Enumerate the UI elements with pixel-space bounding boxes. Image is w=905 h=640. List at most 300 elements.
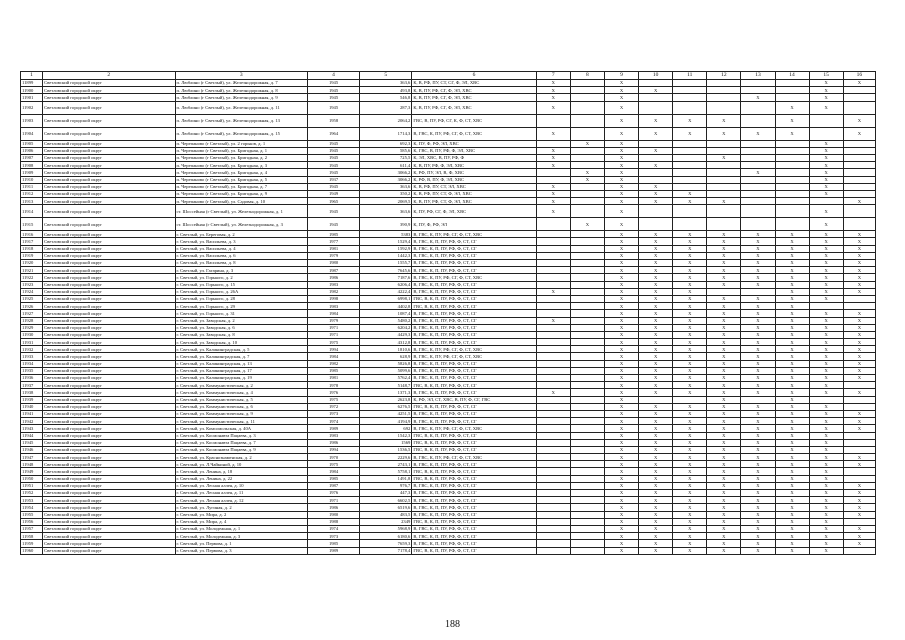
mark-cell-col-16: X [843, 375, 875, 382]
table-row [21, 439, 876, 446]
area-cell: 4402,8 [360, 303, 412, 310]
table-row [21, 245, 876, 252]
mark-cell-col-13: X [741, 127, 775, 140]
row-number: 11945 [21, 439, 43, 446]
works-cell: ГВС, В, К, П, ПУ, РФ, Ф, СТ, СГ [412, 547, 536, 554]
mark-cell-col-15: X [809, 353, 843, 360]
mark-cell-col-15: X [809, 169, 843, 176]
area-cell: 390,9 [360, 218, 412, 231]
mark-cell-col-12: X [707, 482, 741, 489]
mark-cell-col-9: X [604, 231, 638, 238]
mark-cell-col-7 [536, 497, 570, 504]
table-row [21, 205, 876, 218]
mark-cell-col-15 [809, 127, 843, 140]
mark-cell-col-15: X [809, 190, 843, 197]
works-cell: К, В, РФ, ПУ, СТ, СГ, Ф, ЭЛ, ХВС [412, 80, 536, 87]
mark-cell-col-9: X [604, 218, 638, 231]
works-cell: В, ГВС, К, ПУ, РФ, СГ, Ф, СТ, ХВС [412, 346, 536, 353]
mark-cell-col-7: X [536, 183, 570, 190]
district-cell: Светловский городской округ [43, 218, 175, 231]
district-cell: Светловский городской округ [43, 382, 175, 389]
district-cell: Светловский городской округ [43, 94, 175, 101]
district-cell: Светловский городской округ [43, 403, 175, 410]
mark-cell-col-14: X [775, 425, 809, 432]
area-cell: 692,3 [360, 140, 412, 147]
area-cell: 4222,4 [360, 288, 412, 295]
mark-cell-col-8: X [570, 176, 604, 183]
mark-cell-col-14: X [775, 382, 809, 389]
mark-cell-col-8 [570, 339, 604, 346]
mark-cell-col-11: X [673, 310, 707, 317]
mark-cell-col-15: X [809, 497, 843, 504]
mark-cell-col-11: X [673, 127, 707, 140]
mark-cell-col-12 [707, 218, 741, 231]
works-cell: В, ГВС, К, П, ПУ, РФ, Ф, СТ, СГ [412, 418, 536, 425]
district-cell: Светловский городской округ [43, 504, 175, 511]
mark-cell-col-16: X [843, 360, 875, 367]
mark-cell-col-11: X [673, 482, 707, 489]
row-number: 11918 [21, 245, 43, 252]
district-cell: Светловский городской округ [43, 353, 175, 360]
column-number-10: 10 [639, 72, 673, 80]
district-cell: Светловский городской округ [43, 533, 175, 540]
mark-cell-col-11: X [673, 245, 707, 252]
mark-cell-col-14: X [775, 533, 809, 540]
mark-cell-col-7 [536, 540, 570, 547]
mark-cell-col-7 [536, 360, 570, 367]
district-cell: Светловский городской округ [43, 461, 175, 468]
mark-cell-col-8 [570, 482, 604, 489]
address-cell: п. Черепаново (г Светлый), ул. Бригадная, д. 7 [175, 183, 307, 190]
row-number: 11915 [21, 218, 43, 231]
mark-cell-col-9: X [604, 360, 638, 367]
table-row [21, 389, 876, 396]
area-cell: 1442,3 [360, 252, 412, 259]
mark-cell-col-15: X [809, 425, 843, 432]
address-cell: г. Светлый, ул. Горького, д. 31 [175, 310, 307, 317]
address-cell: г. Светлый, ул. Калининградская, д. 13 [175, 360, 307, 367]
mark-cell-col-12: X [707, 403, 741, 410]
mark-cell-col-12: X [707, 382, 741, 389]
mark-cell-col-14 [775, 162, 809, 169]
mark-cell-col-12 [707, 94, 741, 101]
mark-cell-col-14: X [775, 497, 809, 504]
works-cell: В, ГВС, К, П, ПУ, РФ, Ф, СТ, СГ [412, 288, 536, 295]
mark-cell-col-15: X [809, 267, 843, 274]
mark-cell-col-12: X [707, 274, 741, 281]
mark-cell-col-13: X [741, 238, 775, 245]
area-cell: 3066,2 [360, 176, 412, 183]
mark-cell-col-14: X [775, 461, 809, 468]
mark-cell-col-10 [639, 218, 673, 231]
mark-cell-col-12: X [707, 504, 741, 511]
table-row [21, 511, 876, 518]
mark-cell-col-14: X [775, 454, 809, 461]
table-row [21, 147, 876, 154]
mark-cell-col-15: X [809, 218, 843, 231]
table-row [21, 101, 876, 114]
mark-cell-col-7 [536, 267, 570, 274]
row-number: 11899 [21, 80, 43, 87]
mark-cell-col-8 [570, 238, 604, 245]
mark-cell-col-12 [707, 288, 741, 295]
area-cell: 1536,5 [360, 446, 412, 453]
mark-cell-col-16 [843, 403, 875, 410]
address-cell: п. Черепаново (г Светлый), ул. Садовая, д. 10 [175, 198, 307, 205]
mark-cell-col-10: X [639, 281, 673, 288]
area-cell: 6519,6 [360, 504, 412, 511]
mark-cell-col-16: X [843, 525, 875, 532]
mark-cell-col-16: X [843, 267, 875, 274]
mark-cell-col-10: X [639, 410, 673, 417]
table-body [21, 80, 876, 555]
mark-cell-col-8 [570, 317, 604, 324]
table-row [21, 367, 876, 374]
mark-cell-col-10: X [639, 525, 673, 532]
year-cell: 1971 [307, 331, 359, 338]
mark-cell-col-7 [536, 310, 570, 317]
mark-cell-col-12: X [707, 260, 741, 267]
mark-cell-col-13: X [741, 425, 775, 432]
mark-cell-col-14: X [775, 511, 809, 518]
year-cell: 1949 [307, 190, 359, 197]
works-cell: К, В, ПУ, РФ, СТ, Ф, ЭЛ, ХВС [412, 198, 536, 205]
mark-cell-col-15: X [809, 260, 843, 267]
mark-cell-col-7 [536, 547, 570, 554]
mark-cell-col-14: X [775, 547, 809, 554]
year-cell: 1945 [307, 140, 359, 147]
table-row [21, 425, 876, 432]
mark-cell-col-13: X [741, 331, 775, 338]
mark-cell-col-13 [741, 140, 775, 147]
mark-cell-col-12: X [707, 497, 741, 504]
year-cell: 1986 [307, 439, 359, 446]
mark-cell-col-14 [775, 87, 809, 94]
year-cell: 1976 [307, 490, 359, 497]
mark-cell-col-15: X [809, 382, 843, 389]
mark-cell-col-9: X [604, 525, 638, 532]
mark-cell-col-14: X [775, 475, 809, 482]
mark-cell-col-13 [741, 162, 775, 169]
mark-cell-col-15: X [809, 475, 843, 482]
mark-cell-col-16 [843, 547, 875, 554]
mark-cell-col-13: X [741, 382, 775, 389]
mark-cell-col-13: X [741, 324, 775, 331]
year-cell: 1994 [307, 446, 359, 453]
mark-cell-col-15: X [809, 252, 843, 259]
mark-cell-col-7 [536, 346, 570, 353]
area-cell: 5762,4 [360, 375, 412, 382]
mark-cell-col-8 [570, 331, 604, 338]
mark-cell-col-9: X [604, 375, 638, 382]
table-row [21, 547, 876, 554]
row-number: 11909 [21, 169, 43, 176]
district-cell: Светловский городской округ [43, 482, 175, 489]
mark-cell-col-10: X [639, 231, 673, 238]
row-number: 11949 [21, 468, 43, 475]
mark-cell-col-14: X [775, 360, 809, 367]
mark-cell-col-8 [570, 252, 604, 259]
mark-cell-col-13 [741, 114, 775, 127]
mark-cell-col-13: X [741, 446, 775, 453]
mark-cell-col-15: X [809, 80, 843, 87]
mark-cell-col-13 [741, 190, 775, 197]
mark-cell-col-14: X [775, 303, 809, 310]
address-cell: г. Светлый, ул. Лесная аллея, д. 12 [175, 497, 307, 504]
mark-cell-col-7 [536, 525, 570, 532]
works-cell: В, ГВС, К, П, ПУ, РФ, Ф, СТ, СГ [412, 238, 536, 245]
year-cell: 1970 [307, 454, 359, 461]
row-number: 11933 [21, 353, 43, 360]
works-cell: В, ГВС, К, П, ПУ, РФ, Ф, СТ, СГ [412, 525, 536, 532]
mark-cell-col-11: X [673, 490, 707, 497]
row-number: 11906 [21, 147, 43, 154]
mark-cell-col-11: X [673, 198, 707, 205]
table-row [21, 317, 876, 324]
mark-cell-col-14: X [775, 353, 809, 360]
column-number-4: 4 [307, 72, 359, 80]
year-cell: 1976 [307, 389, 359, 396]
registry-table [20, 71, 876, 555]
address-cell: п. Люблино (г Светлый), ул. Железнодорожная, д. 13 [175, 114, 307, 127]
mark-cell-col-16 [843, 205, 875, 218]
address-cell: г. Светлый, ул. Гагарина, д. 3 [175, 267, 307, 274]
mark-cell-col-13: X [741, 281, 775, 288]
mark-cell-col-9: X [604, 183, 638, 190]
mark-cell-col-16: X [843, 410, 875, 417]
address-cell: г. Светлый, ул. Горького, д. 2 [175, 274, 307, 281]
row-number: 11952 [21, 490, 43, 497]
district-cell: Светловский городской округ [43, 190, 175, 197]
table-row [21, 80, 876, 87]
mark-cell-col-10: X [639, 504, 673, 511]
mark-cell-col-8 [570, 511, 604, 518]
mark-cell-col-12: X [707, 439, 741, 446]
row-number: 11940 [21, 403, 43, 410]
mark-cell-col-13: X [741, 317, 775, 324]
mark-cell-col-16: X [843, 353, 875, 360]
mark-cell-col-7 [536, 324, 570, 331]
mark-cell-col-10: X [639, 339, 673, 346]
works-cell: К, В, ПУ, РФ, Ф, ЭЛ, ХВС [412, 162, 536, 169]
mark-cell-col-7 [536, 518, 570, 525]
mark-cell-col-16: X [843, 367, 875, 374]
address-cell: г. Светлый, ул. Первова, д. 3 [175, 547, 307, 554]
mark-cell-col-7 [536, 331, 570, 338]
area-cell: 6180,6 [360, 533, 412, 540]
year-cell: 1973 [307, 533, 359, 540]
district-cell: Светловский городской округ [43, 140, 175, 147]
district-cell: Светловский городской округ [43, 540, 175, 547]
row-number: 11960 [21, 547, 43, 554]
mark-cell-col-15: X [809, 446, 843, 453]
row-number: 11936 [21, 375, 43, 382]
address-cell: г. Светлый, ул. Коммунистическая, д. 2 [175, 382, 307, 389]
mark-cell-col-16 [843, 169, 875, 176]
mark-cell-col-14: X [775, 114, 809, 127]
table-row [21, 540, 876, 547]
mark-cell-col-16: X [843, 281, 875, 288]
column-number-9: 9 [604, 72, 638, 80]
area-cell: 6206,4 [360, 281, 412, 288]
mark-cell-col-14 [775, 198, 809, 205]
mark-cell-col-14 [775, 147, 809, 154]
mark-cell-col-15: X [809, 147, 843, 154]
table-row [21, 310, 876, 317]
year-cell: 1994 [307, 346, 359, 353]
area-cell: 483,5 [360, 511, 412, 518]
mark-cell-col-8: X [570, 218, 604, 231]
district-cell: Светловский городской округ [43, 274, 175, 281]
mark-cell-col-9: X [604, 154, 638, 161]
mark-cell-col-13 [741, 396, 775, 403]
year-cell: 1987 [307, 267, 359, 274]
mark-cell-col-10 [639, 154, 673, 161]
works-cell: В, ГВС, К, П, ПУ, РФ, Ф, СТ, СГ [412, 324, 536, 331]
mark-cell-col-9: X [604, 482, 638, 489]
row-number: 11921 [21, 267, 43, 274]
row-number: 11905 [21, 140, 43, 147]
address-cell: г. Светлый, ул. Космонавта Пацаева, д. 3 [175, 432, 307, 439]
address-cell: г. Светлый, ул. Калининградская, д. 7 [175, 353, 307, 360]
table-row [21, 252, 876, 259]
year-cell: 1964 [307, 127, 359, 140]
mark-cell-col-12: X [707, 396, 741, 403]
mark-cell-col-16 [843, 218, 875, 231]
works-cell: ГВС, В, К, П, ПУ, РФ, Ф, СТ, СГ [412, 518, 536, 525]
mark-cell-col-8 [570, 439, 604, 446]
mark-cell-col-9: X [604, 162, 638, 169]
works-cell: В, ГВС, К, П, ПУ, РФ, Ф, СТ, СГ [412, 260, 536, 267]
mark-cell-col-7 [536, 375, 570, 382]
area-cell: 976,7 [360, 482, 412, 489]
mark-cell-col-8 [570, 382, 604, 389]
works-cell: В, ГВС, К, ПУ, РФ, СГ, Ф, СТ, ХВС [412, 231, 536, 238]
mark-cell-col-11: X [673, 511, 707, 518]
district-cell: Светловский городской округ [43, 183, 175, 190]
mark-cell-col-16 [843, 439, 875, 446]
row-number: 11953 [21, 497, 43, 504]
mark-cell-col-7 [536, 382, 570, 389]
address-cell: г. Светлый, ул. Мира, д. 4 [175, 518, 307, 525]
mark-cell-col-9: X [604, 367, 638, 374]
district-cell: Светловский городской округ [43, 80, 175, 87]
works-cell: К, ПУ, Ф, РФ, ЭЛ, ХВС [412, 140, 536, 147]
mark-cell-col-15: X [809, 454, 843, 461]
mark-cell-col-16 [843, 101, 875, 114]
mark-cell-col-11 [673, 183, 707, 190]
address-cell: г. Светлый, ул. Береговая, д. 2 [175, 231, 307, 238]
mark-cell-col-10: X [639, 439, 673, 446]
area-cell: 628,9 [360, 353, 412, 360]
address-cell: п. Люблино (г Светлый), ул. Железнодорожная, д. 7 [175, 80, 307, 87]
table-row [21, 525, 876, 532]
address-cell: г. Светлый, ул. Л.Чайкиной, д. 10 [175, 461, 307, 468]
mark-cell-col-14: X [775, 339, 809, 346]
mark-cell-col-7 [536, 468, 570, 475]
year-cell: 1945 [307, 205, 359, 218]
row-number: 11958 [21, 533, 43, 540]
mark-cell-col-12: X [707, 267, 741, 274]
mark-cell-col-13: X [741, 432, 775, 439]
mark-cell-col-9: X [604, 205, 638, 218]
address-cell: п. Люблино (г Светлый), ул. Железнодорожная, д. 15 [175, 127, 307, 140]
row-number: 11932 [21, 346, 43, 353]
mark-cell-col-13: X [741, 252, 775, 259]
address-cell: п. Черепаново (г Светлый), ул. Бригадная, д. 9 [175, 190, 307, 197]
mark-cell-col-12 [707, 205, 741, 218]
mark-cell-col-11: X [673, 252, 707, 259]
mark-cell-col-7: X [536, 147, 570, 154]
mark-cell-col-10: X [639, 183, 673, 190]
district-cell: Светловский городской округ [43, 432, 175, 439]
year-cell: 1945 [307, 87, 359, 94]
row-number: 11922 [21, 274, 43, 281]
mark-cell-col-16 [843, 94, 875, 101]
works-cell: ГВС, В, К, П, ПУ, РФ, Ф, СТ, СГ [412, 446, 536, 453]
district-cell: Светловский городской округ [43, 475, 175, 482]
mark-cell-col-7 [536, 339, 570, 346]
year-cell: 1979 [307, 317, 359, 324]
mark-cell-col-9: X [604, 461, 638, 468]
row-number: 11916 [21, 231, 43, 238]
mark-cell-col-15: X [809, 533, 843, 540]
column-number-13: 13 [741, 72, 775, 80]
mark-cell-col-14 [775, 190, 809, 197]
mark-cell-col-10: X [639, 461, 673, 468]
address-cell: п. Черепаново (г Светлый), ул. Бригадная, д. 1 [175, 147, 307, 154]
works-cell: ГВС, В, К, П, ПУ, РФ, Ф, СТ, СГ [412, 295, 536, 302]
mark-cell-col-11: X [673, 518, 707, 525]
mark-cell-col-14: X [775, 375, 809, 382]
area-cell: 6998,1 [360, 295, 412, 302]
mark-cell-col-8 [570, 547, 604, 554]
mark-cell-col-13: X [741, 475, 775, 482]
mark-cell-col-9: X [604, 127, 638, 140]
mark-cell-col-16 [843, 518, 875, 525]
district-cell: Светловский городской округ [43, 324, 175, 331]
mark-cell-col-10: X [639, 267, 673, 274]
row-number: 11944 [21, 432, 43, 439]
mark-cell-col-8 [570, 114, 604, 127]
address-cell: г. Светлый, ул. Горького, д. 26А [175, 288, 307, 295]
mark-cell-col-7 [536, 418, 570, 425]
mark-cell-col-9: X [604, 310, 638, 317]
area-cell: 7178,4 [360, 547, 412, 554]
mark-cell-col-14: X [775, 331, 809, 338]
mark-cell-col-16: X [843, 418, 875, 425]
mark-cell-col-10: X [639, 389, 673, 396]
row-number: 11943 [21, 425, 43, 432]
district-cell: Светловский городской округ [43, 205, 175, 218]
district-cell: Светловский городской округ [43, 439, 175, 446]
mark-cell-col-16 [843, 176, 875, 183]
mark-cell-col-13 [741, 80, 775, 87]
mark-cell-col-11: X [673, 288, 707, 295]
district-cell: Светловский городской округ [43, 367, 175, 374]
mark-cell-col-16 [843, 295, 875, 302]
mark-cell-col-9: X [604, 446, 638, 453]
mark-cell-col-8 [570, 518, 604, 525]
row-number: 11911 [21, 183, 43, 190]
mark-cell-col-16: X [843, 198, 875, 205]
mark-cell-col-11 [673, 87, 707, 94]
mark-cell-col-10: X [639, 331, 673, 338]
mark-cell-col-14: X [775, 346, 809, 353]
mark-cell-col-11: X [673, 238, 707, 245]
mark-cell-col-7 [536, 252, 570, 259]
mark-cell-col-8 [570, 389, 604, 396]
